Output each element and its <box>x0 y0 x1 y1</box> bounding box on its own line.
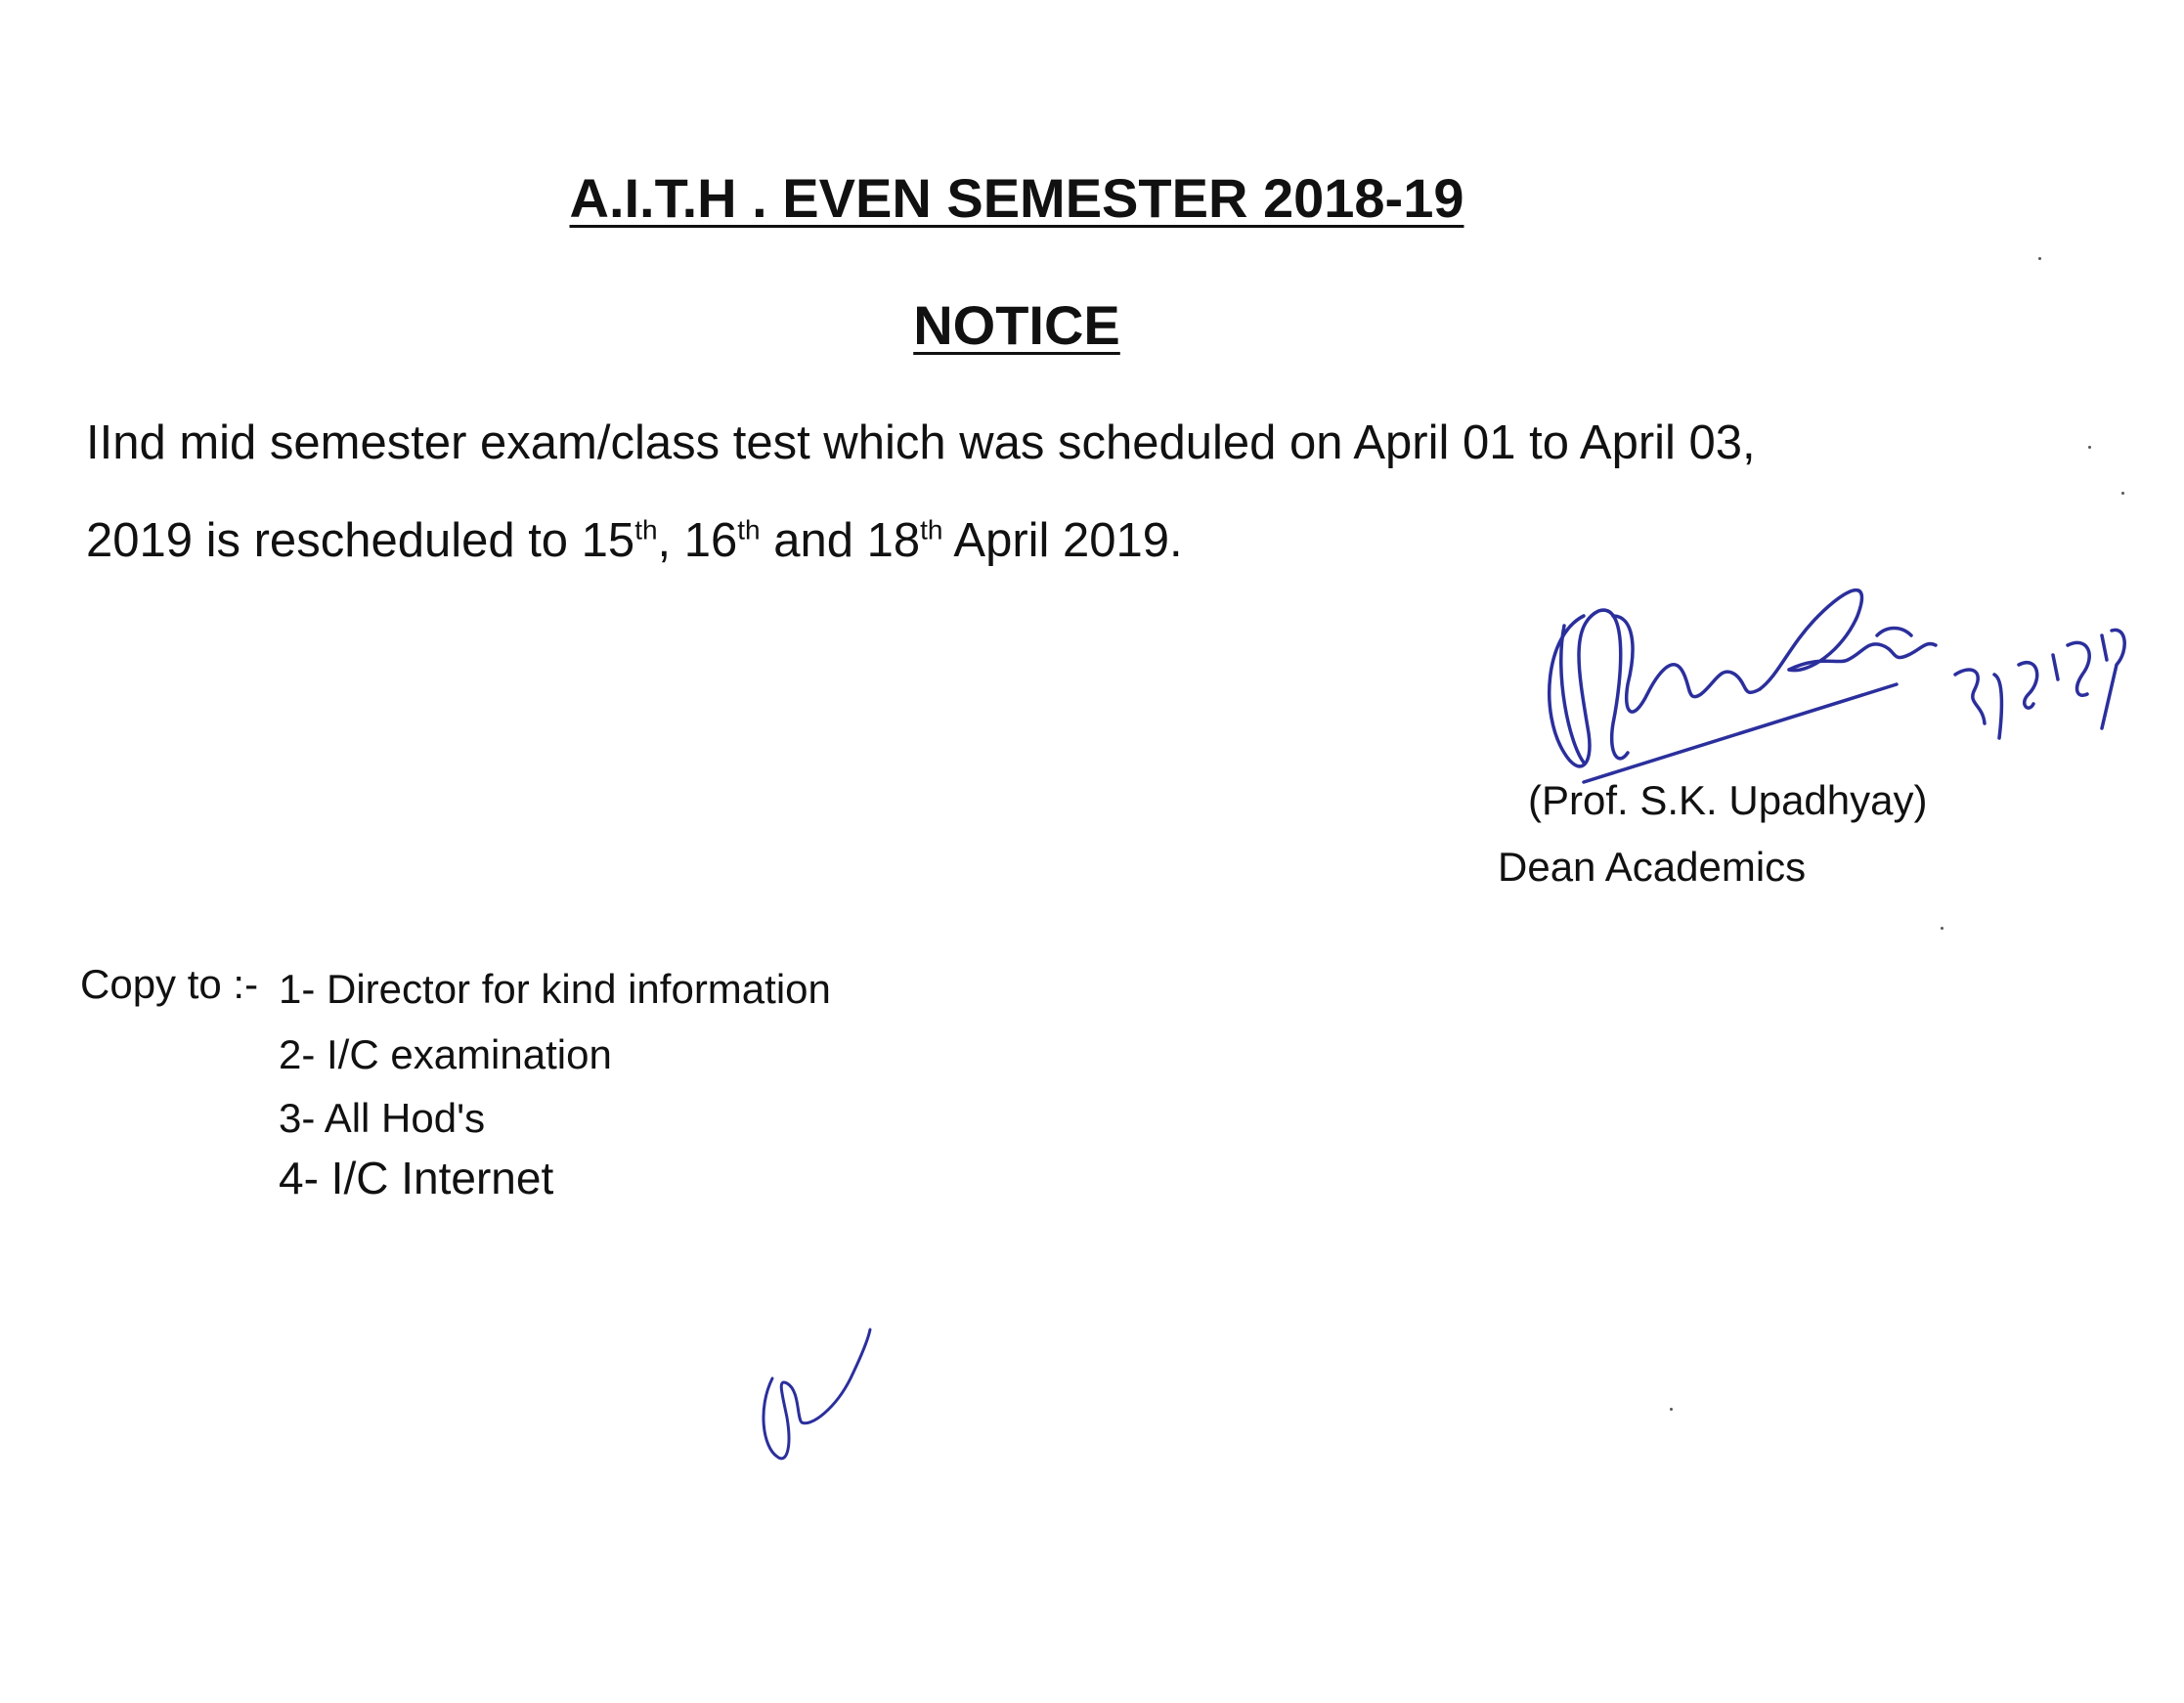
body-line2-sep2: and 18 <box>760 514 921 567</box>
copy-to-item: 4- I/C Internet <box>279 1153 554 1203</box>
scan-speck <box>2038 257 2041 260</box>
scan-speck <box>2088 446 2091 449</box>
scan-speck <box>2121 492 2124 495</box>
signatory-name: (Prof. S.K. Upadhyay) <box>1528 777 1928 823</box>
copy-to-item: 3- All Hod's <box>279 1095 486 1141</box>
document-title <box>0 166 2033 230</box>
signatory-designation: Dean Academics <box>1498 844 1807 890</box>
notice-heading-text: NOTICE <box>913 294 1120 356</box>
document-title-text: A.I.T.H . EVEN SEMESTER 2018-19 <box>569 167 1464 229</box>
copy-to-label: Copy to :- <box>80 961 259 1007</box>
notice-body-line-2 <box>86 513 1183 568</box>
body-line2-suffix: April 2019. <box>942 514 1183 567</box>
copy-to-item: 1- Director for kind information <box>279 966 831 1012</box>
notice-heading <box>0 293 2033 357</box>
scan-speck <box>1670 1408 1673 1411</box>
ordinal-suffix-18: th <box>920 514 943 546</box>
ordinal-suffix-15: th <box>634 514 658 546</box>
body-line2-sep1: , 16 <box>657 514 738 567</box>
scan-speck <box>1941 927 1944 930</box>
copy-to-item: 2- I/C examination <box>279 1031 612 1077</box>
handwritten-initial <box>753 1310 880 1466</box>
notice-body-line-1: IInd mid semester exam/class test which was scheduled on April 01 to April 03, <box>86 416 1756 469</box>
body-line2-prefix: 2019 is rescheduled to 15 <box>86 514 635 567</box>
ordinal-suffix-16: th <box>737 514 761 546</box>
